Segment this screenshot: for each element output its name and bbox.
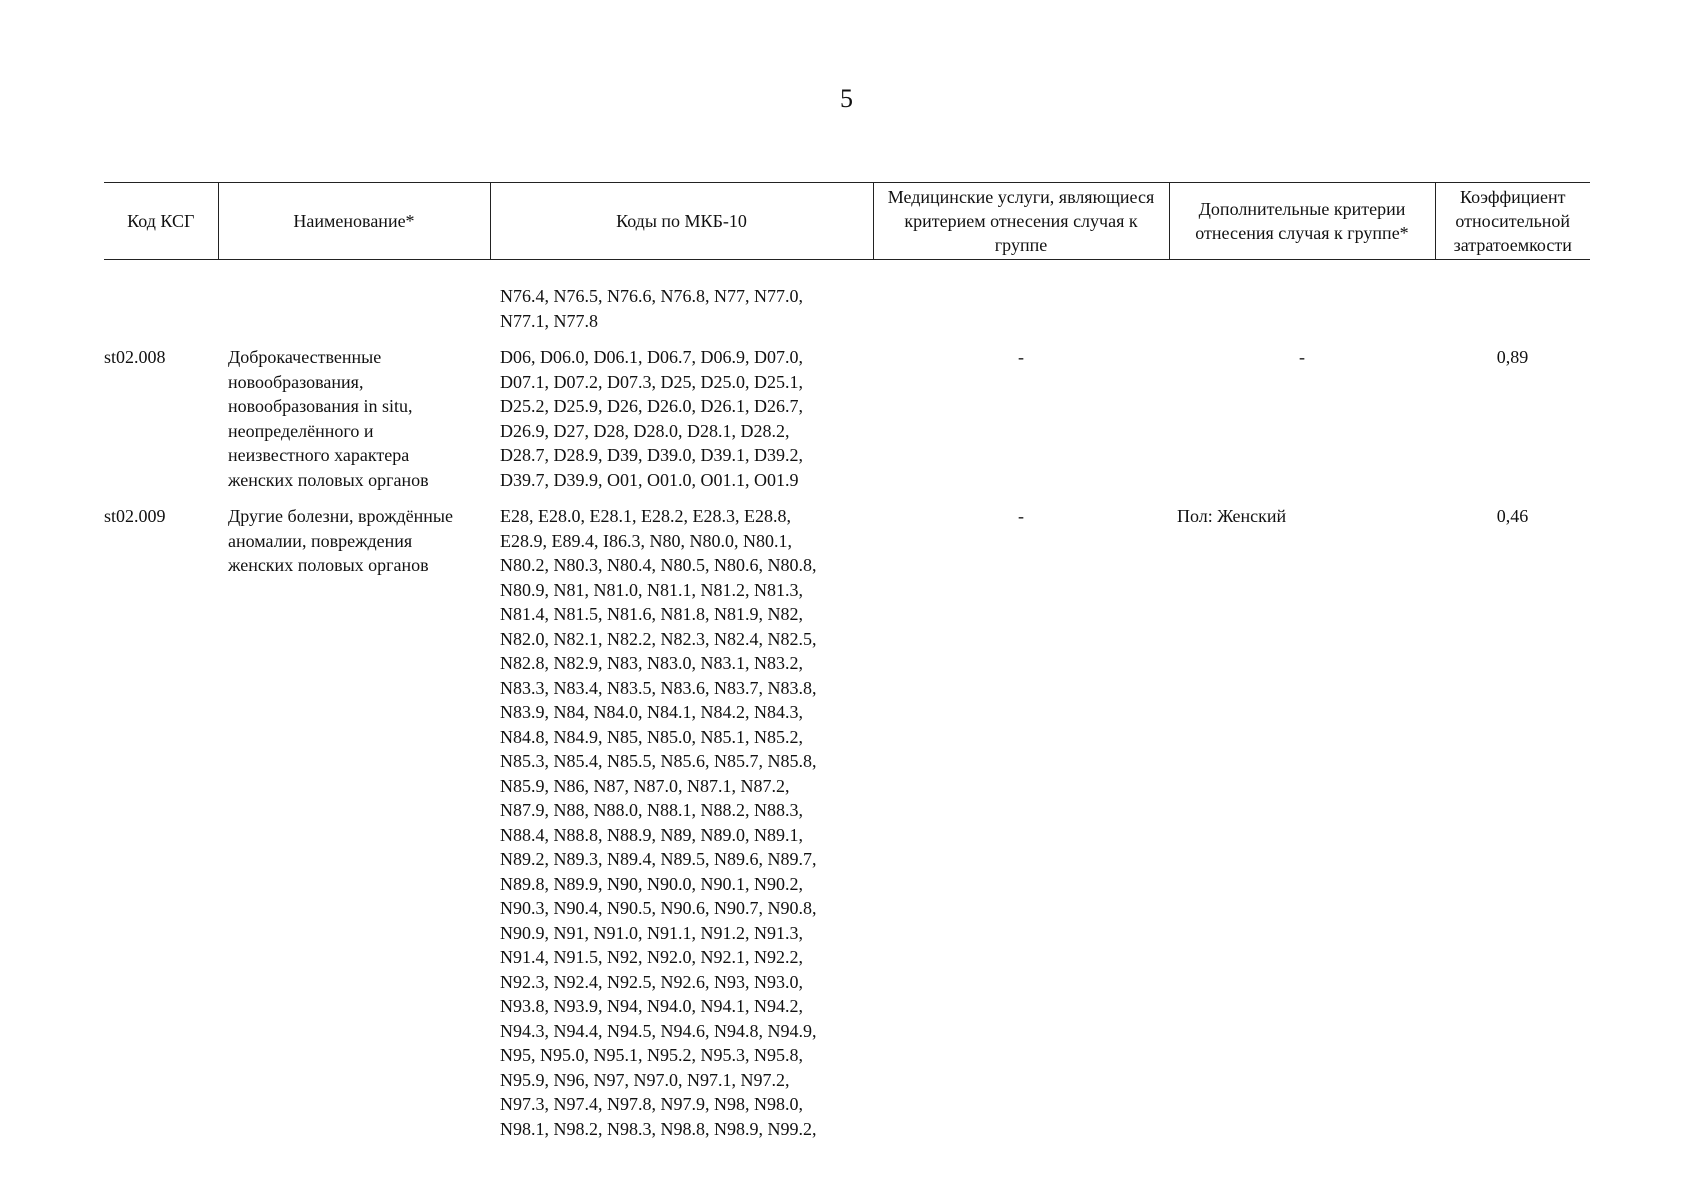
mkb-codes-line: D28.7, D28.9, D39, D39.0, D39.1, D39.2, (500, 445, 803, 465)
name-line: женских половых органов (228, 469, 429, 490)
mkb-codes-line: N84.8, N84.9, N85, N85.0, N85.1, N85.2, (500, 726, 803, 747)
name-line: новообразования in situ, (228, 396, 413, 416)
mkb-codes-line: N83.3, N83.4, N83.5, N83.6, N83.7, N83.8, (500, 677, 817, 698)
medical-services-cell: - (1018, 506, 1024, 526)
mkb-codes-line: N90.9, N91, N91.0, N91.1, N91.2, N91.3, (500, 922, 803, 943)
name-line: женских половых органов (228, 555, 429, 575)
mkb-codes-cell (490, 260, 873, 334)
mkb-codes-line: N93.8, N93.9, N94, N94.0, N94.1, N94.2, (500, 996, 803, 1016)
header-additional-criteria: Дополнительные критерии отнесения случая к группе* (1169, 183, 1435, 260)
mkb-codes-cell (490, 492, 873, 1141)
header-name: Наименование* (218, 183, 490, 260)
additional-criteria-cell (1169, 260, 1435, 334)
header-ksg-code: Код КСГ (104, 183, 218, 260)
mkb-codes-line: N85.3, N85.4, N85.5, N85.6, N85.7, N85.8, (500, 751, 817, 771)
mkb-codes-line: D26.9, D27, D28, D28.0, D28.1, D28.2, (500, 420, 790, 441)
mkb-codes-line: N89.8, N89.9, N90, N90.0, N90.1, N90.2, (500, 873, 803, 894)
name-line: неизвестного характера (228, 445, 410, 465)
mkb-codes-line: D39.7, D39.9, O01, O01.0, O01.1, O01.9 (500, 469, 799, 490)
mkb-codes-line: N98.1, N98.2, N98.3, N98.8, N98.9, N99.2, (500, 1118, 817, 1139)
name-cell (218, 333, 490, 492)
mkb-codes-line: N88.4, N88.8, N88.9, N89, N89.0, N89.1, (500, 824, 803, 845)
mkb-codes-line: N87.9, N88, N88.0, N88.1, N88.2, N88.3, (500, 800, 803, 820)
additional-criteria-cell: - (1299, 347, 1305, 367)
ksg-table (104, 182, 1590, 1141)
mkb-codes-line: N89.2, N89.3, N89.4, N89.5, N89.6, N89.7, (500, 849, 817, 869)
ksg-code-cell: st02.009 (104, 506, 166, 526)
mkb-codes-line: N91.4, N91.5, N92, N92.0, N92.1, N92.2, (500, 947, 803, 967)
ksg-code-cell: st02.008 (104, 347, 166, 367)
ksg-code-cell (104, 260, 218, 334)
page-number: 5 (840, 84, 853, 113)
mkb-codes-line: N95.9, N96, N97, N97.0, N97.1, N97.2, (500, 1069, 790, 1090)
mkb-codes-line: D25.2, D25.9, D26, D26.0, D26.1, D26.7, (500, 396, 803, 416)
mkb-codes-line: N82.0, N82.1, N82.2, N82.3, N82.4, N82.5, (500, 628, 817, 649)
coefficient-cell (1435, 260, 1590, 334)
mkb-codes-line: N82.8, N82.9, N83, N83.0, N83.1, N83.2, (500, 653, 803, 673)
table-row (104, 333, 1590, 492)
medical-services-cell: - (1018, 347, 1024, 367)
table-row (104, 260, 1590, 334)
header-medical-services: Медицинские услуги, являющиеся критерием отнесения случая к группе (873, 183, 1169, 260)
mkb-codes-line: N85.9, N86, N87, N87.0, N87.1, N87.2, (500, 775, 790, 796)
coefficient-cell: 0,46 (1496, 506, 1529, 526)
mkb-codes-line: N95, N95.0, N95.1, N95.2, N95.3, N95.8, (500, 1045, 803, 1065)
name-line: неопределённого и (228, 420, 374, 441)
mkb-codes-line: D06, D06.0, D06.1, D06.7, D06.9, D07.0, (500, 347, 803, 367)
mkb-codes-line: N76.4, N76.5, N76.6, N76.8, N77, N77.0, (500, 286, 803, 306)
mkb-codes-line: N94.3, N94.4, N94.5, N94.6, N94.8, N94.9, (500, 1020, 817, 1041)
medical-services-cell (873, 260, 1169, 334)
mkb-codes-line: E28.9, E89.4, I86.3, N80, N80.0, N80.1, (500, 530, 792, 551)
coefficient-cell: 0,89 (1496, 347, 1529, 367)
name-line: аномалии, повреждения (228, 530, 413, 551)
name-line: Другие болезни, врождённые (228, 506, 454, 526)
mkb-codes-line: D07.1, D07.2, D07.3, D25, D25.0, D25.1, (500, 371, 803, 392)
additional-criteria-cell: Пол: Женский (1177, 506, 1287, 526)
header-row (104, 183, 1590, 260)
table-body (104, 260, 1590, 1142)
table-row (104, 492, 1590, 1141)
mkb-codes-cell (490, 333, 873, 492)
mkb-codes-line: N90.3, N90.4, N90.5, N90.6, N90.7, N90.8, (500, 898, 817, 918)
name-cell (218, 260, 490, 334)
mkb-codes-line: N83.9, N84, N84.0, N84.1, N84.2, N84.3, (500, 702, 803, 722)
name-line: новообразования, (228, 371, 364, 392)
header-mkb-codes: Коды по МКБ-10 (490, 183, 873, 260)
mkb-codes-line: N80.9, N81, N81.0, N81.1, N81.2, N81.3, (500, 579, 803, 600)
mkb-codes-line: N80.2, N80.3, N80.4, N80.5, N80.6, N80.8, (500, 555, 817, 575)
name-cell (218, 492, 490, 1141)
header-coefficient: Коэффициент относительной затратоемкости (1435, 183, 1590, 260)
mkb-codes-line: N77.1, N77.8 (500, 310, 598, 331)
mkb-codes-line: N81.4, N81.5, N81.6, N81.8, N81.9, N82, (500, 604, 803, 624)
mkb-codes-line: E28, E28.0, E28.1, E28.2, E28.3, E28.8, (500, 506, 791, 526)
table-header (104, 183, 1590, 260)
mkb-codes-line: N97.3, N97.4, N97.8, N97.9, N98, N98.0, (500, 1094, 803, 1114)
mkb-codes-line: N92.3, N92.4, N92.5, N92.6, N93, N93.0, (500, 971, 803, 992)
name-line: Доброкачественные (228, 347, 382, 367)
